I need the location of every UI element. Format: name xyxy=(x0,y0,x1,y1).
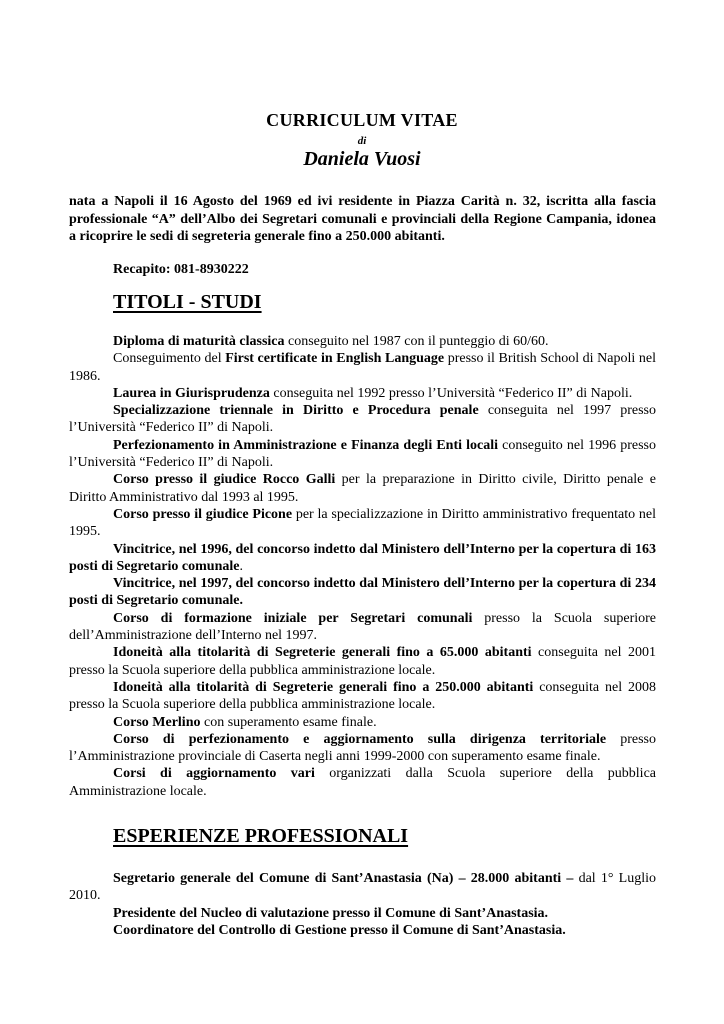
list-item xyxy=(69,679,656,714)
list-item xyxy=(69,644,656,679)
bold-text: Coordinatore del Controllo di Gestione presso il Comune di Sant’Anastasia. xyxy=(113,922,566,938)
section-heading-titoli-studi: TITOLI - STUDI xyxy=(113,291,262,313)
contact-phone: Recapito: 081-8930222 xyxy=(113,262,249,277)
intro-paragraph: nata a Napoli il 16 Agosto del 1969 ed ivi residente in Piazza Carità n. 32, iscritta alla fascia professionale “A” dell’Albo dei Segretari comunali e provinciali della Regione Campania, idonea a ricoprire le sedi di segreteria generale fino a 250.000 abitanti. xyxy=(69,194,656,244)
text: dal 1° Luglio 2010. xyxy=(69,871,656,904)
bold-text: Idoneità alla titolarità di Segreterie generali fino a 250.000 abitanti xyxy=(113,679,534,695)
bold-text: Idoneità alla titolarità di Segreterie generali fino a 65.000 abitanti xyxy=(113,645,532,661)
bold-text: Corso di formazione iniziale per Segretari comunali xyxy=(113,610,473,626)
list-item xyxy=(69,731,656,766)
bold-text: Corso di perfezionamento e aggiornamento sulla dirigenza territoriale xyxy=(113,731,607,747)
list-item xyxy=(69,541,656,576)
list-item xyxy=(69,350,656,385)
text: conseguita nel 1992 presso l’Università “Federico II” di Napoli. xyxy=(269,385,633,401)
text: organizzati dalla Scuola superiore della pubblica Amministrazione locale. xyxy=(69,766,657,799)
esperienze-list xyxy=(69,870,656,939)
document-title: CURRICULUM VITAE xyxy=(266,110,458,130)
list-item xyxy=(69,765,656,800)
text: presso la Scuola superiore dell’Amministrazione dell’Interno nel 1997. xyxy=(69,610,656,644)
list-item xyxy=(69,905,656,922)
bold-text: Perfezionamento in Amministrazione e Finanza degli Enti locali xyxy=(113,437,498,453)
list-item xyxy=(69,333,656,350)
text: conseguito nel 1996 presso l’Università “Federico II” di Napoli. xyxy=(69,437,656,471)
text: conseguito nel 1987 con il punteggio di 60/60. xyxy=(284,334,549,349)
bold-text: First certificate in English Language xyxy=(225,351,445,367)
bold-text: Presidente del Nucleo di valutazione presso il Comune di Sant’Anastasia. xyxy=(113,905,549,921)
list-item xyxy=(69,402,656,437)
bold-text: Segretario generale del Comune di Sant’Anastasia (Na) – 28.000 abitanti – xyxy=(113,871,574,886)
titoli-studi-list xyxy=(69,333,656,800)
text: . xyxy=(239,558,243,574)
text: per la specializzazione in Diritto amministrativo frequentato nel 1995. xyxy=(69,506,656,540)
section-heading-esperienze: ESPERIENZE PROFESSIONALI xyxy=(113,825,409,847)
bold-text: Corsi di aggiornamento vari xyxy=(113,766,315,782)
list-item xyxy=(69,870,656,905)
text: conseguita nel 1997 presso l’Università “Federico II” di Napoli. xyxy=(69,403,656,436)
text: per la preparazione in Diritto civile, Diritto penale e Diritto Amministrativo dal 1993 al 1995. xyxy=(69,472,657,505)
text: conseguita nel 2008 presso la Scuola superiore della pubblica amministrazione locale. xyxy=(69,679,656,713)
list-item xyxy=(69,471,656,506)
text: Conseguimento del xyxy=(113,351,226,367)
bold-text: Vincitrice, nel 1997, del concorso indetto dal Ministero dell’Interno per la copertura di 234 posti di Segretario comunale. xyxy=(69,576,656,609)
list-item xyxy=(69,506,656,541)
person-name: Daniela Vuosi xyxy=(303,148,421,170)
bold-text: Corso presso il giudice Picone xyxy=(113,506,293,522)
title-connector: di xyxy=(357,135,367,147)
bold-text: Corso Merlino xyxy=(113,714,201,730)
bold-text: Specializzazione triennale in Diritto e Procedura penale xyxy=(113,403,479,419)
list-item xyxy=(69,714,656,731)
bold-text: Laurea in Giurisprudenza xyxy=(113,385,270,401)
text: conseguita nel 2001 presso la Scuola superiore della pubblica amministrazione locale. xyxy=(69,645,656,678)
list-item xyxy=(69,385,656,402)
list-item xyxy=(69,922,656,939)
text: presso il British School di Napoli nel 1986. xyxy=(69,351,656,384)
bold-text: Vincitrice, nel 1996, del concorso indetto dal Ministero dell’Interno per la copertura di 163 posti di Segretario comunale xyxy=(69,541,656,574)
text: presso l’Amministrazione provinciale di Caserta negli anni 1999-2000 con superamento esame finale. xyxy=(69,731,657,765)
list-item xyxy=(69,437,656,472)
list-item xyxy=(69,575,656,610)
bold-text: Diploma di maturità classica xyxy=(113,334,285,349)
list-item xyxy=(69,610,656,645)
bold-text: Corso presso il giudice Rocco Galli xyxy=(113,472,336,488)
text: con superamento esame finale. xyxy=(200,714,377,730)
